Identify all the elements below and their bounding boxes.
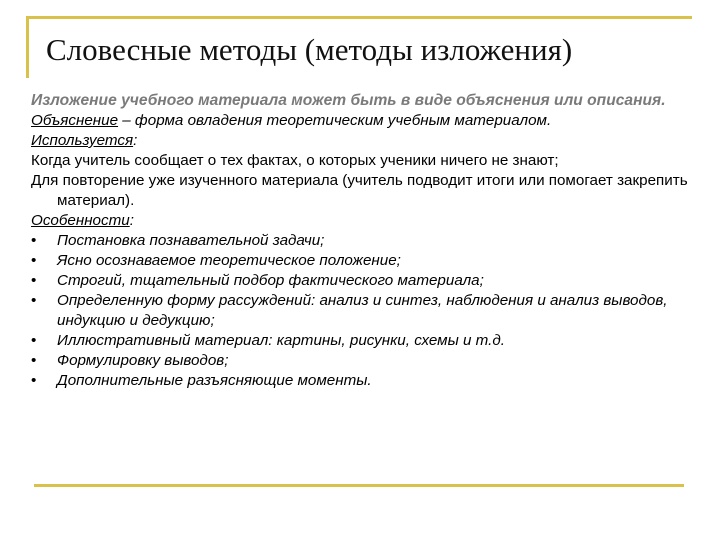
feature-text: Определенную форму рассуждений: анализ и синтез, наблюдения и анализ выводов, индукцию и дедукцию; (57, 292, 668, 329)
bullet-icon: • (31, 372, 37, 389)
definition-term: Объяснение (31, 112, 119, 129)
feature-item (31, 291, 697, 331)
feature-item (31, 351, 697, 371)
feature-item (31, 271, 697, 291)
feature-text: Дополнительные разъясняющие моменты. (57, 372, 372, 389)
bottom-border-line (34, 484, 684, 487)
feature-item (31, 371, 697, 391)
used-label: Используется (31, 132, 134, 149)
features-heading (31, 211, 697, 231)
bullet-icon: • (31, 352, 37, 369)
slide-body (31, 91, 697, 391)
features-colon: : (129, 212, 134, 229)
usage-item-2: Для повторение уже изученного материала (учитель подводит итоги или помогает закрепить материал). (31, 172, 688, 209)
bullet-icon: • (31, 252, 37, 269)
slide-title: Словесные методы (методы изложения) (46, 32, 573, 67)
feature-text: Иллюстративный материал: картины, рисунки, схемы и т.д. (57, 332, 505, 349)
feature-text: Ясно осознаваемое теоретическое положение; (57, 252, 401, 269)
used-heading (31, 131, 697, 151)
features-list (31, 231, 697, 391)
left-border-line (26, 16, 29, 78)
bullet-icon: • (31, 292, 37, 309)
usage-item-1: Когда учитель сообщает о тех фактах, о которых ученики ничего не знают; (31, 152, 559, 169)
feature-text: Постановка познавательной задачи; (57, 232, 325, 249)
feature-text: Формулировку выводов; (57, 352, 229, 369)
feature-text: Строгий, тщательный подбор фактического материала; (57, 272, 484, 289)
feature-item (31, 331, 697, 351)
bullet-icon: • (31, 332, 37, 349)
definition-line (31, 111, 697, 131)
definition-text: – форма овладения теоретическим учебным материалом. (118, 112, 552, 129)
features-label: Особенности (31, 212, 130, 229)
used-colon: : (133, 132, 138, 149)
top-border-line (26, 16, 692, 19)
feature-item (31, 231, 697, 251)
bullet-icon: • (31, 232, 37, 249)
intro-text: Изложение учебного материала может быть в виде объяснения или описания. (31, 92, 666, 109)
bullet-icon: • (31, 272, 37, 289)
feature-item (31, 251, 697, 271)
